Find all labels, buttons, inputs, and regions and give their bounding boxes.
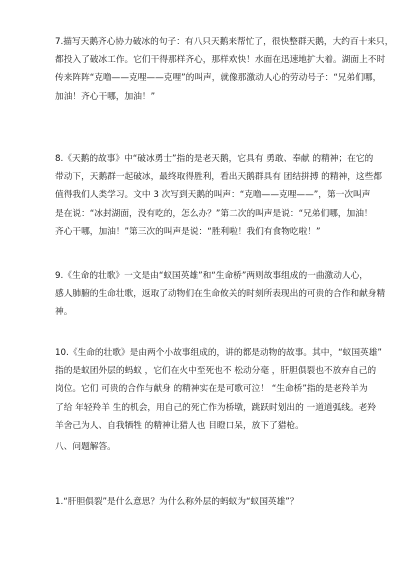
paragraph-10-line: 指的是蚁团外层的蚂蚁 ，它们在火中至死也不 松动分毫 ，肝胆俱裂也不放弃自己的 [55, 366, 377, 377]
section-heading-text: 八、问题解答。 [55, 442, 116, 452]
paragraph-7-line: 都投入了破冰工作。它们干得那样齐心，那样欢快！水面在迅速地扩大着。湖面上不时 [55, 55, 386, 66]
paragraph-10-line: 了给 年轻羚羊 生的机会，用自己的死亡作为桥墩，跳跃时划出的 一道道弧线。老羚 [55, 402, 377, 413]
paragraph-9 [55, 267, 385, 322]
paragraph-8-line: 值得我们人类学习。文中 3 次写到天鹅的叫声：“克噜——克哩——”，第一次叫声 [55, 190, 371, 201]
paragraph-9-line: 神。 [55, 307, 73, 318]
paragraph-10 [55, 344, 382, 435]
question-1 [55, 493, 298, 511]
paragraph-8-line: 是在说：“冰封湖面，没有吃的，怎么办？”第二次的叫声是说：“兄弟们哪，加油！ [55, 208, 373, 219]
paragraph-10-line: 岗位。它们 可贵的合作与献身 的精神实在是可歌可泣！ “生命桥”指的是老羚羊为 [55, 384, 368, 395]
section-heading [55, 438, 116, 456]
paragraph-8-line: 8.《天鹅的故事》中“破冰勇士”指的是老天鹅，它具有 勇敢、奉献 的精神；在它的 [55, 154, 374, 164]
paragraph-7-line: 传来阵阵“克噜——克哩——克哩”的叫声，就像那激动人心的劳动号子：“兄弟们哪， [55, 73, 382, 84]
paragraph-9-line: 感人肺腑的生命壮歌，返取了动物们在生命攸关的时刻所表现出的可贵的合作和献身精 [55, 289, 386, 300]
paragraph-9-line: 9.《生命的壮歌》一文是由“蚁国英雄”和“生命桥”两则故事组成的一曲激动人心， [55, 271, 368, 281]
paragraph-10-line: 羊舍己为人、自我牺牲 的精神让猎人也 目瞪口呆，放下了猎枪。 [55, 420, 304, 431]
paragraph-10-line: 10.《生命的壮歌》是由两个小故事组成的，讲的都是动物的故事。其中，“蚁国英雄” [55, 348, 382, 358]
paragraph-7-line: 7.描写天鹅齐心协力破冰的句子：有八只天鹅来帮忙了，很快整群天鹅，大约百十来只， [55, 37, 394, 47]
question-1-text: 1.“肝胆俱裂”是什么意思？为什么称外层的蚂蚁为“蚁国英雄”？ [55, 497, 299, 507]
paragraph-7-line: 加油！齐心干哪，加油！” [55, 91, 156, 102]
paragraph-7 [55, 33, 393, 106]
paragraph-8 [55, 150, 382, 241]
paragraph-8-line: 齐心干哪，加油！”第三次的叫声是说：“胜利啦！我们有食物吃啦！” [55, 226, 321, 237]
paragraph-8-line: 带动下，天鹅群一起破冰，最终取得胜利，看出天鹅群具有 团结拼搏 的精神，这些都 [55, 172, 382, 183]
